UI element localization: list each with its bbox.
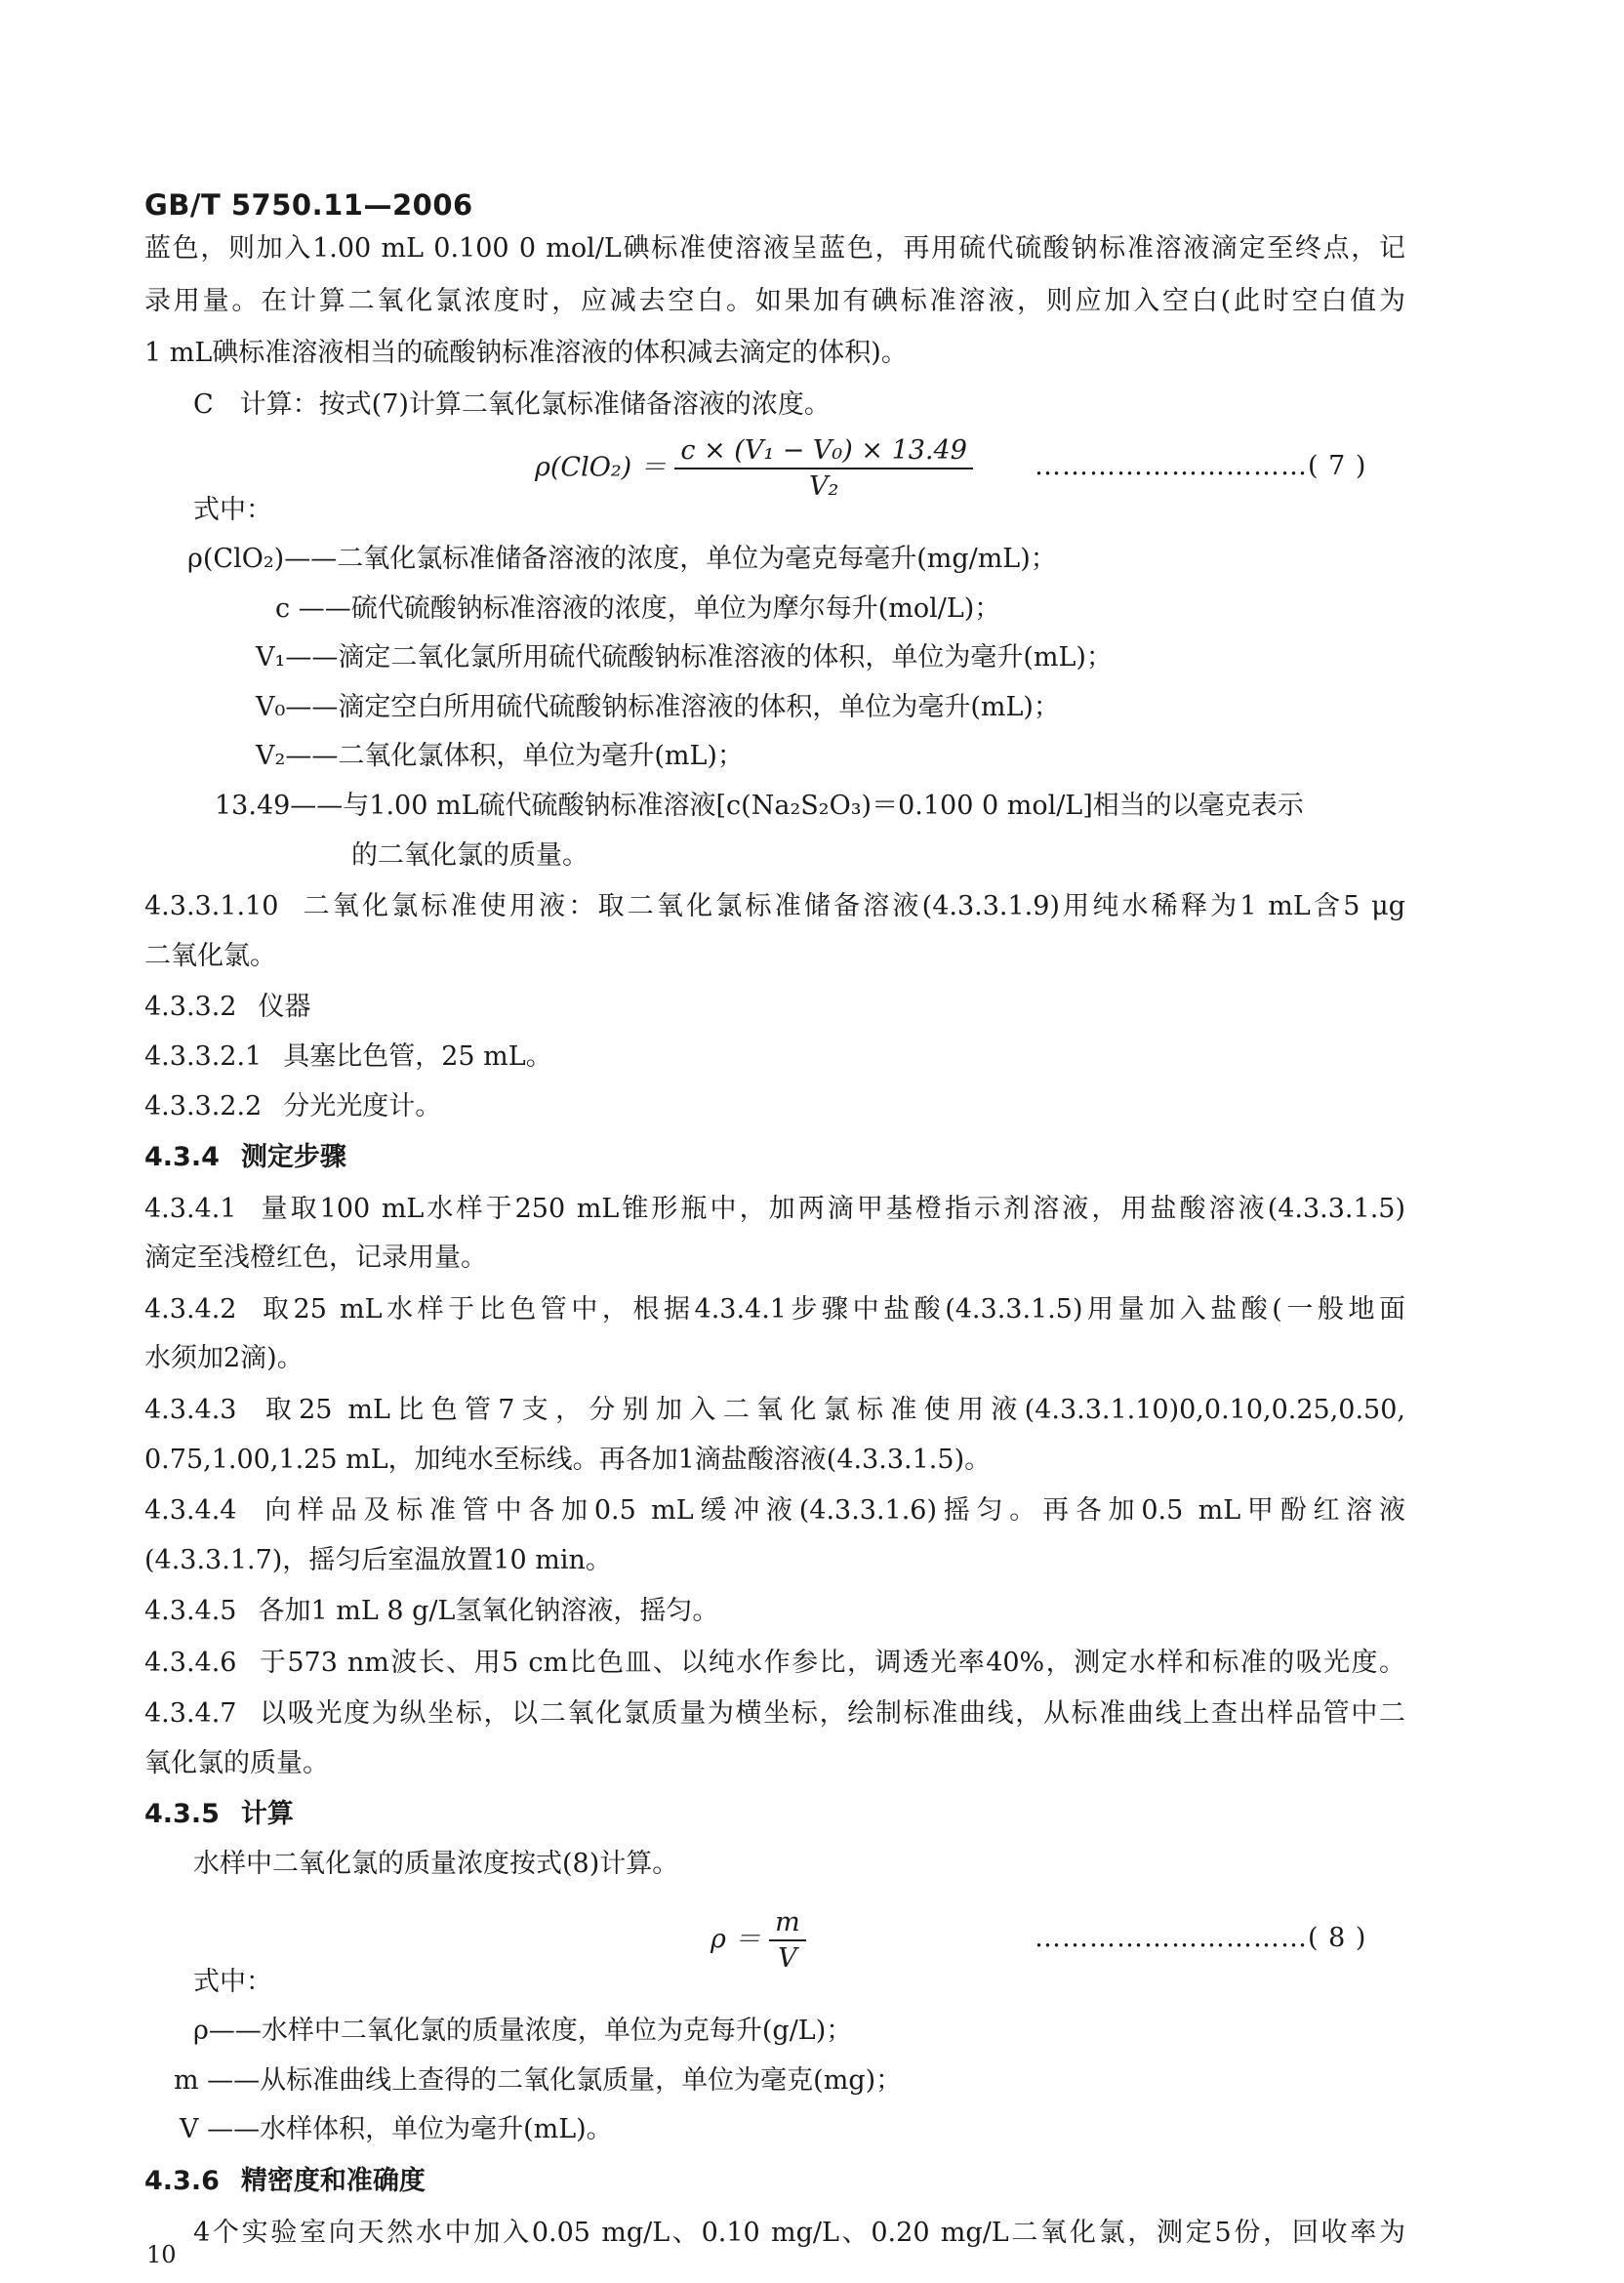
text-line	[351, 838, 589, 874]
text-line	[144, 1192, 1405, 1227]
text-line	[144, 1443, 991, 1478]
text-line	[256, 690, 1060, 725]
section-text: 取25 mL水样于比色管中，根据4.3.4.1步骤中盐酸(4.3.3.1.5)用量加入盐酸(一般地面	[258, 1294, 1405, 1325]
section-number: 4.3.3.2.1	[144, 1041, 263, 1072]
section-number: 4.3.4.2	[144, 1294, 237, 1325]
equation-7-fraction	[674, 435, 973, 502]
equation-8-numerator: m	[769, 1907, 806, 1941]
line-text: ρ——水样中二氧化氯的质量浓度，单位为克每升(g/L)；	[193, 2016, 853, 2046]
text-line	[144, 1646, 1405, 1681]
section-number: 4.3.6	[144, 2166, 220, 2196]
section-number: 4.3.5	[144, 1799, 220, 1829]
text-line	[275, 591, 1000, 627]
section-text: 向样品及标准管中各加0.5 mL缓冲液(4.3.3.1.6)摇匀。再各加0.5 mL甲酚红溶液	[258, 1495, 1405, 1526]
line-text: 蓝色，则加入1.00 mL 0.100 0 mol/L碘标准使溶液呈蓝色，再用硫代硫酸钠标准溶液滴定至终点，记	[144, 233, 1405, 264]
section-text: 测定步骤	[240, 1142, 346, 1172]
standard-code-header: GB/T 5750.11—2006	[144, 188, 473, 222]
section-text: 二氧化氯标准使用液：取二氧化氯标准储备溶液(4.3.3.1.9)用纯水稀释为1 mL含5 μg	[300, 891, 1405, 921]
text-line	[144, 1393, 1405, 1428]
section-number: 4.3.4.5	[144, 1596, 237, 1626]
section-text: 计算	[240, 1799, 294, 1829]
section-text: 量取100 mL水样于250 mL锥形瓶中，加两滴甲基橙指示剂溶液，用盐酸溶液(4.3.3.1.5)	[258, 1194, 1405, 1224]
line-text: C 计算：按式(7)计算二氧化氯标准储备溶液的浓度。	[193, 389, 831, 420]
equation-8-denominator: V	[778, 1943, 797, 1974]
line-text: V ——水样体积，单位为毫升(mL)。	[180, 2114, 613, 2144]
section-text: 于573 nm波长、用5 cm比色皿、以纯水作参比，调透光率40%，测定水样和标准的吸光度。	[258, 1648, 1405, 1678]
line-text: 录用量。在计算二氧化氯浓度时，应减去空白。如果加有碘标准溶液，则应加入空白(此时空白值为	[144, 286, 1405, 316]
text-line	[144, 990, 310, 1025]
line-text: 水须加2滴)。	[144, 1343, 304, 1373]
text-line	[193, 1847, 678, 1882]
section-text: 取25 mL比色管7支，分别加入二氧化氯标准使用液(4.3.3.1.10)0,0.10,0.25,0.50,	[258, 1395, 1405, 1425]
line-text: (4.3.3.1.7)，摇匀后室温放置10 min。	[144, 1545, 612, 1575]
section-text: 各加1 mL 8 g/L氢氧化钠溶液，摇匀。	[258, 1596, 719, 1626]
text-line	[144, 939, 276, 974]
section-text: 分光光度计。	[283, 1091, 442, 1121]
equation-7-denominator: V₂	[808, 471, 839, 502]
text-line	[180, 2112, 613, 2147]
page-number: 10	[146, 2241, 177, 2268]
text-line	[144, 1543, 612, 1578]
line-text: 的二氧化氯的质量。	[351, 840, 589, 871]
line-text: V₁——滴定二氧化氯所用硫代硫酸钠标准溶液的体积，单位为毫升(mL)；	[256, 642, 1113, 673]
equation-7	[535, 435, 973, 502]
section-number: 4.3.3.2	[144, 992, 237, 1022]
text-line	[144, 1292, 1405, 1327]
equation-8-number: …………………………( 8 )	[1035, 1923, 1367, 1953]
section-number: 4.3.3.2.2	[144, 1091, 263, 1121]
text-line	[144, 1140, 346, 1175]
text-line	[144, 889, 1405, 924]
text-line	[144, 1797, 294, 1832]
text-line	[193, 1965, 272, 2000]
text-line	[215, 789, 1304, 824]
text-line	[144, 1696, 1405, 1732]
text-line	[144, 1040, 552, 1075]
line-text: V₀——滴定空白所用硫代硫酸钠标准溶液的体积，单位为毫升(mL)；	[256, 692, 1060, 722]
text-line	[174, 2063, 902, 2099]
line-text: V₂——二氧化氯体积，单位为毫升(mL)；	[256, 741, 744, 771]
line-text: 1 mL碘标准溶液相当的硫酸钠标准溶液的体积减去滴定的体积)。	[144, 338, 908, 368]
text-line	[193, 387, 831, 423]
text-line	[144, 336, 908, 371]
text-line	[187, 542, 1057, 577]
line-text: 0.75,1.00,1.25 mL，加纯水至标线。再各加1滴盐酸溶液(4.3.3.1.5)。	[144, 1445, 992, 1475]
text-line	[144, 1493, 1405, 1529]
section-number: 4.3.4.4	[144, 1495, 237, 1526]
equation-7-number: …………………………( 7 )	[1035, 451, 1367, 481]
equation-7-numerator: c × (V₁ − V₀) × 13.49	[674, 435, 973, 469]
text-line	[144, 1341, 304, 1376]
line-text: 氧化氯的质量。	[144, 1748, 329, 1778]
text-line	[144, 2164, 426, 2199]
text-line	[144, 284, 1405, 319]
equation-7-lhs: ρ(ClO₂) ＝	[535, 452, 667, 483]
equation-8-lhs: ρ ＝	[710, 1924, 761, 1955]
text-line	[256, 739, 744, 774]
line-text: ρ(ClO₂)——二氧化氯标准储备溶液的浓度，单位为毫克每毫升(mg/mL)；	[187, 544, 1057, 574]
text-line	[256, 640, 1113, 675]
section-text: 具塞比色管，25 mL。	[283, 1041, 552, 1072]
line-text: 13.49——与1.00 mL硫代硫酸钠标准溶液[c(Na₂S₂O₃)＝0.100 0 mol/L]相当的以毫克表示	[215, 791, 1304, 821]
section-number: 4.3.4.7	[144, 1698, 237, 1729]
section-text: 精密度和准确度	[240, 2166, 426, 2196]
text-line	[144, 1594, 718, 1629]
line-text: 式中：	[193, 1967, 272, 1997]
text-line	[144, 1089, 441, 1124]
text-line	[144, 1746, 329, 1781]
text-line	[193, 493, 272, 528]
line-text: 二氧化氯。	[144, 941, 276, 971]
section-text: 以吸光度为纵坐标，以二氧化氯质量为横坐标，绘制标准曲线，从标准曲线上查出样品管中二	[258, 1698, 1405, 1729]
text-line	[144, 1241, 487, 1276]
section-text: 仪器	[258, 992, 311, 1022]
line-text: 水样中二氧化氯的质量浓度按式(8)计算。	[193, 1849, 679, 1879]
line-text: c ——硫代硫酸钠标准溶液的浓度，单位为摩尔每升(mol/L)；	[275, 593, 1001, 624]
last-line: 4个实验室向天然水中加入0.05 mg/L、0.10 mg/L、0.20 mg/L二氧化氯，测定5份，回收率为	[193, 2218, 1405, 2248]
section-number: 4.3.3.1.10	[144, 891, 279, 921]
section-number: 4.3.4.3	[144, 1395, 237, 1425]
section-number: 4.3.4	[144, 1142, 220, 1172]
line-text: 式中：	[193, 495, 272, 525]
section-number: 4.3.4.6	[144, 1648, 237, 1678]
equation-8	[710, 1907, 806, 1974]
section-number: 4.3.4.1	[144, 1194, 237, 1224]
equation-8-fraction	[769, 1907, 806, 1974]
line-text: 滴定至浅橙红色，记录用量。	[144, 1243, 487, 1273]
line-text: m ——从标准曲线上查得的二氧化氯质量，单位为毫克(mg)；	[174, 2065, 903, 2096]
text-line	[144, 231, 1405, 266]
text-line	[193, 2014, 852, 2049]
